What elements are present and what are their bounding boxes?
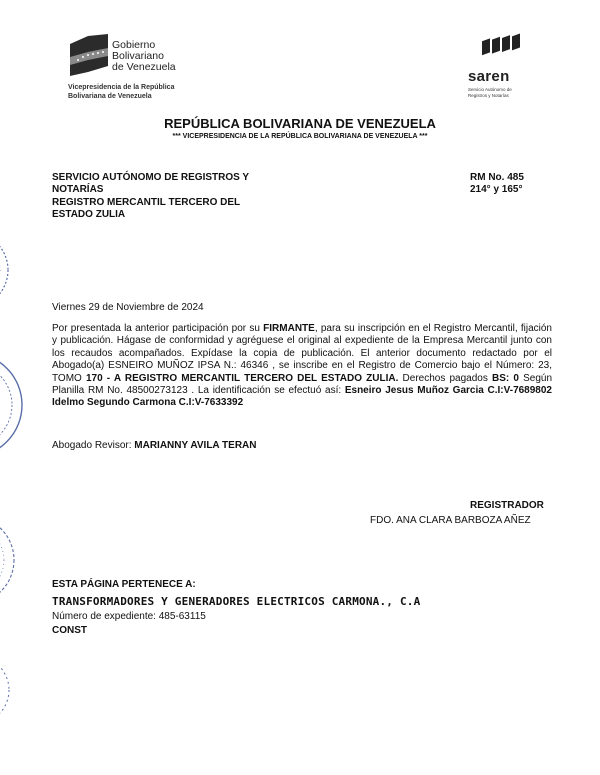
- const-label: CONST: [52, 625, 87, 636]
- stamp-fragment-middle: [0, 345, 35, 465]
- reviewer-line: Abogado Revisor: MARIANNY AVILA TERAN: [52, 440, 257, 451]
- registrar-title: REGISTRADOR: [470, 500, 544, 511]
- office-block: SERVICIO AUTÓNOMO DE REGISTROS Y NOTARÍAS REGISTRO MERCANTIL TERCERO DEL ESTADO ZULIA: [52, 172, 250, 221]
- flag-icon: [68, 32, 110, 78]
- registry-number-block: RM No. 485 214° y 165°: [470, 172, 524, 196]
- document-date: Viernes 29 de Noviembre de 2024: [52, 302, 204, 313]
- gov-logo-name: Gobierno Bolivariano de Venezuela: [112, 39, 176, 73]
- saren-wordmark: saren: [468, 68, 510, 85]
- stamp-fragment-bottom: [0, 650, 20, 730]
- expediente-number: Número de expediente: 485-63115: [52, 611, 206, 622]
- belongs-label: ESTA PÁGINA PERTENECE A:: [52, 579, 196, 590]
- saren-emblem-icon: [480, 32, 524, 66]
- stamp-fragment-top: [0, 225, 20, 315]
- document-subtitle: *** VICEPRESIDENCIA DE LA REPÚBLICA BOLIVARIANA DE VENEZUELA ***: [172, 133, 428, 140]
- saren-logo: [466, 32, 556, 102]
- registration-paragraph: Por presentada la anterior participación por su FIRMANTE, para su inscripción en el Registro Mercantil, fijación y publicación. Hágase de conformidad y agréguese el original al expediente de la Empresa Mercantil junto con los recaudos acompañados. Expídase la copia de publicación. El anterior documento redactado por el Abogado(a) ESNEIRO MUÑOZ IPSA N.: 46346 , se inscribe en el Registro de Comercio bajo el Número: 23, TOMO 170 - A REGISTRO MERCANTIL TERCERO DEL ESTADO ZULIA. Derechos pagados BS: 0 Según Planilla RM No. 48500273123 . La identificación se efectuó así: Esneiro Jesus Muñoz Garcia C.I:V-7689802 Idelmo Segundo Carmona C.I:V-7633392: [52, 323, 553, 409]
- government-logo: [68, 28, 218, 108]
- document-title: REPÚBLICA BOLIVARIANA DE VENEZUELA: [164, 116, 436, 131]
- stamp-fragment-lower: [0, 510, 30, 610]
- registrar-name: FDO. ANA CLARA BARBOZA AÑEZ: [370, 515, 531, 526]
- gov-logo-subtitle: Vicepresidencia de la República Bolivariana de Venezuela: [68, 84, 175, 100]
- saren-subtitle: Servicio Autónomo de Registros y Notarías: [468, 87, 512, 98]
- company-name: TRANSFORMADORES Y GENERADORES ELECTRICOS CARMONA., C.A: [52, 595, 421, 608]
